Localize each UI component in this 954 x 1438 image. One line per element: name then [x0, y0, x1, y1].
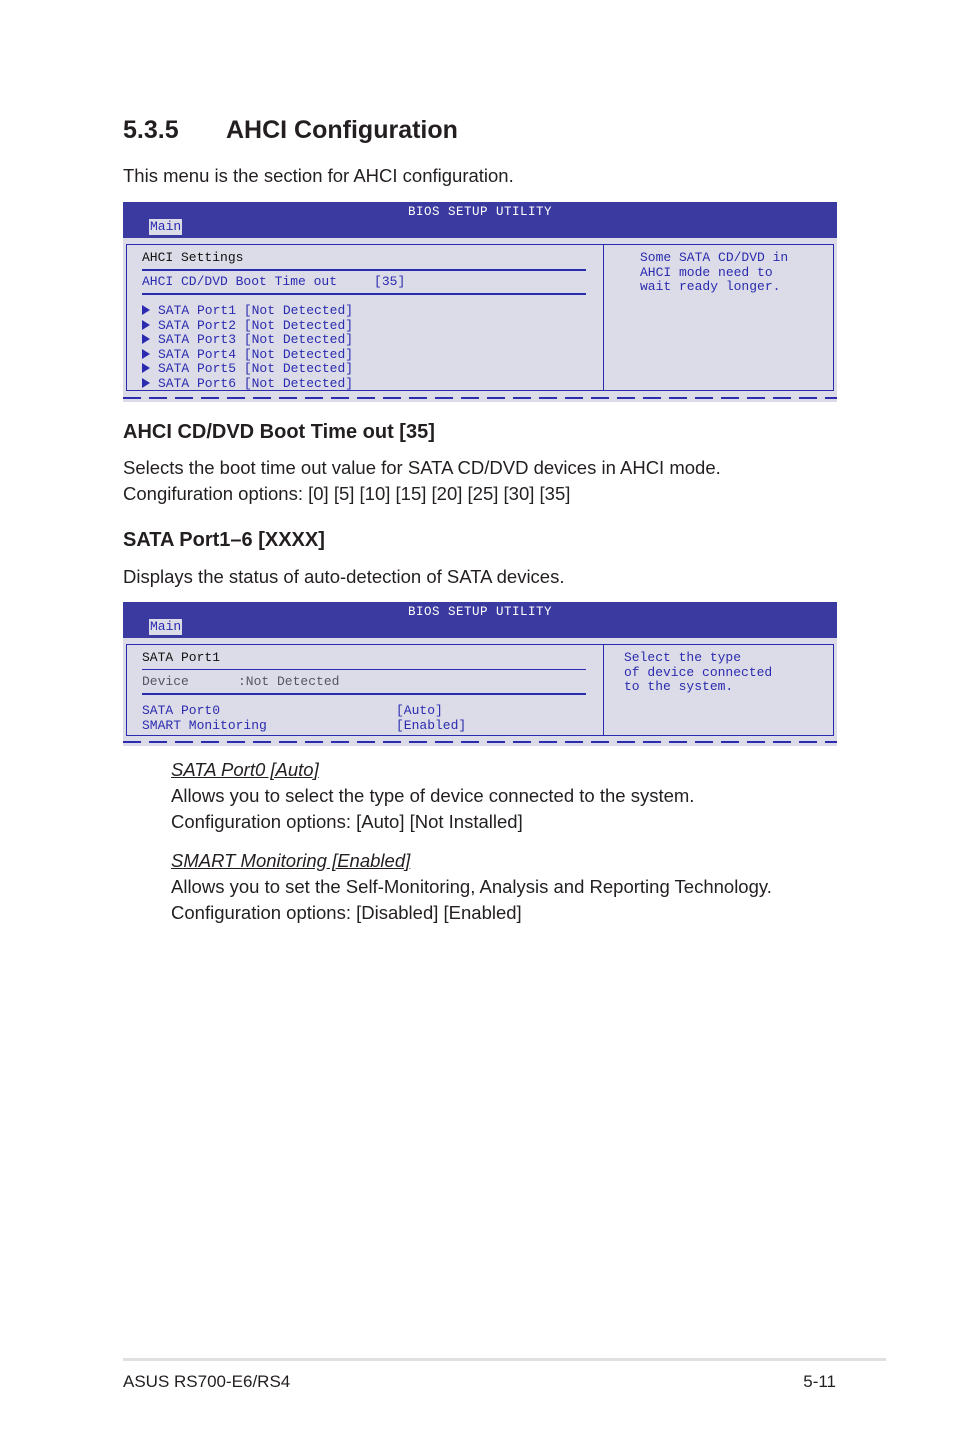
sata-port-desc: Displays the status of auto-detection of SATA devices. [123, 566, 565, 587]
section-title-text: AHCI Configuration [226, 116, 458, 144]
port-label: SATA Port4 [158, 346, 237, 362]
item-value: [Enabled] [396, 717, 467, 733]
sata-port-heading: SATA Port1–6 [XXXX] [123, 529, 325, 551]
bios-left-panel [127, 245, 604, 390]
boot-timeout-desc: Selects the boot time out value for SATA CD/DVD devices in AHCI mode. [123, 457, 721, 478]
boot-timeout-heading: AHCI CD/DVD Boot Time out [35] [123, 421, 435, 443]
device-value: :Not Detected [238, 674, 340, 689]
bios-tab-main[interactable]: Main [150, 219, 182, 234]
footer-page-number: 5-11 [803, 1372, 836, 1391]
sata-port4-item[interactable] [142, 348, 353, 362]
bios-tab-main[interactable]: Main [150, 619, 182, 634]
sata-port0-desc: Allows you to select the type of device connected to the system. [171, 785, 695, 806]
bios-screen-sata-port1 [123, 602, 837, 746]
bios-help-panel [640, 251, 788, 295]
port-label: SATA Port6 [158, 375, 237, 391]
smart-monitoring-options: Configuration options: [Disabled] [Enabled] [171, 902, 522, 923]
sata-port5-item[interactable] [142, 362, 353, 376]
submenu-arrow-icon [142, 363, 150, 373]
port-label: SATA Port5 [158, 361, 237, 376]
ahci-settings-title: AHCI Settings [142, 250, 244, 265]
footer-model: ASUS RS700-E6/RS4 [123, 1372, 291, 1391]
sata-port1-title: SATA Port1 [142, 650, 221, 665]
help-line: wait ready longer. [640, 279, 781, 294]
bios-header-bar [123, 602, 837, 638]
section-intro: This menu is the section for AHCI configuration. [123, 165, 514, 186]
sata-port6-item[interactable] [142, 377, 353, 391]
bios-header-title: BIOS SETUP UTILITY [407, 605, 553, 619]
port-value: [Not Detected] [243, 303, 354, 318]
sata-port0-options: Configuration options: [Auto] [Not Installed] [171, 811, 523, 832]
sata-port0-item[interactable] [142, 704, 443, 718]
bios-footer-dashes [123, 741, 837, 743]
bios-left-panel [127, 645, 604, 735]
port-value: [Not Detected] [243, 346, 354, 362]
port-label: SATA Port1 [158, 303, 237, 318]
section-title [123, 116, 458, 145]
submenu-arrow-icon [142, 305, 150, 315]
port-label: SATA Port2 [158, 317, 237, 333]
bios-header-bar [123, 202, 837, 238]
bios-content-frame [126, 244, 834, 391]
submenu-arrow-icon [142, 349, 150, 359]
sata-port0-subtitle: SATA Port0 [Auto] [171, 759, 319, 780]
device-info-row [142, 675, 339, 689]
help-line: AHCI mode need to [640, 264, 773, 280]
device-label: Device [142, 674, 189, 689]
submenu-arrow-icon [142, 334, 150, 344]
help-line: Some SATA CD/DVD in [640, 250, 789, 265]
help-line: Select the type [624, 650, 742, 665]
sata-port1-item[interactable] [142, 304, 353, 318]
port-label: SATA Port3 [158, 332, 237, 347]
bios-divider [142, 269, 586, 271]
bios-help-panel [624, 651, 772, 695]
sata-port2-item[interactable] [142, 319, 353, 333]
smart-monitoring-item[interactable] [142, 719, 466, 733]
port-value: [Not Detected] [243, 317, 354, 333]
smart-monitoring-desc: Allows you to set the Self-Monitoring, Analysis and Reporting Technology. [171, 876, 772, 897]
port-value: [Not Detected] [243, 332, 354, 347]
submenu-arrow-icon [142, 320, 150, 330]
submenu-arrow-icon [142, 378, 150, 388]
item-value: [Auto] [396, 703, 443, 718]
help-line: to the system. [624, 679, 734, 694]
boot-timeout-options: Congifuration options: [0] [5] [10] [15] [20] [25] [30] [35] [123, 483, 571, 504]
bios-divider [142, 669, 586, 670]
boot-timeout-label: AHCI CD/DVD Boot Time out [142, 274, 338, 289]
port-value: [Not Detected] [243, 375, 354, 391]
bios-header-title: BIOS SETUP UTILITY [407, 205, 553, 219]
bios-content-frame [126, 644, 834, 736]
boot-timeout-item[interactable] [142, 275, 405, 289]
boot-timeout-value: [35] [374, 274, 406, 289]
section-number: 5.3.5 [123, 116, 179, 144]
footer-rule [123, 1358, 886, 1361]
item-label: SATA Port0 [142, 703, 221, 718]
bios-divider [142, 693, 586, 695]
bios-screen-ahci-settings [123, 202, 837, 402]
bios-divider [142, 293, 586, 295]
smart-monitoring-subtitle: SMART Monitoring [Enabled] [171, 850, 411, 871]
item-label: SMART Monitoring [142, 717, 267, 733]
sata-port3-item[interactable] [142, 333, 353, 347]
port-value: [Not Detected] [243, 361, 354, 376]
bios-footer-dashes [123, 397, 837, 399]
help-line: of device connected [624, 664, 773, 680]
